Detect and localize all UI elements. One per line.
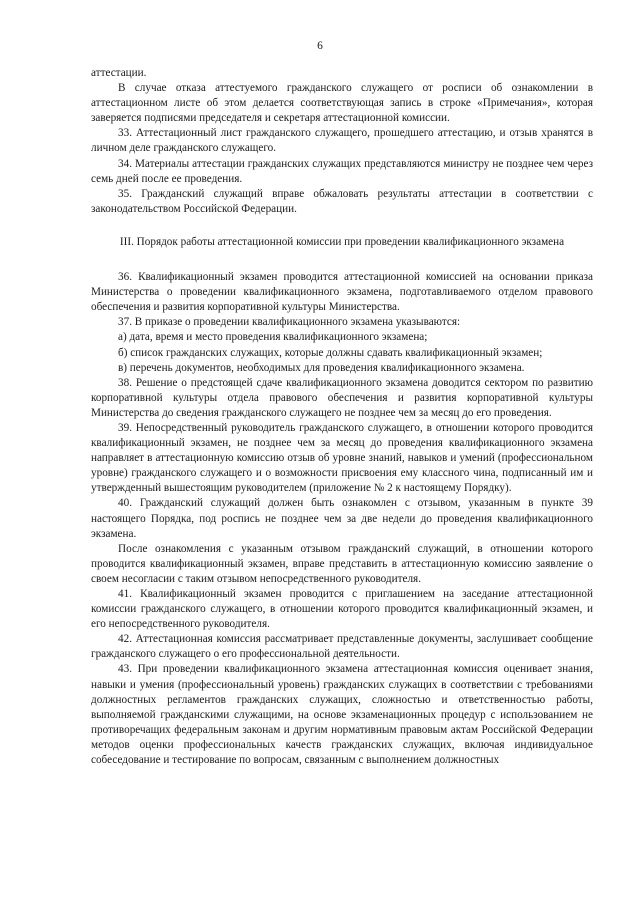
- paragraph: 33. Аттестационный лист гражданского служащего, прошедшего аттестацию, и отзыв хранятся в личном деле гражданского служащего.: [91, 127, 593, 155]
- paragraph: После ознакомления с указанным отзывом гражданский служащий, в отношении которого проводится квалификационный экзамен, вправе представить в аттестационную комиссию заявление о своем несогласии с таким отзывом непосредственного руководителя.: [91, 542, 593, 585]
- paragraph: 39. Непосредственный руководитель гражданского служащего, в отношении которого проводится квалификационный экзамен, не позднее чем за месяц до проведения квалификационного экзамена направляет в аттестационную комиссию отзыв об уровне знаний, навыков и умений (профессиональном уровне) гражданского служащего и о возможности присвоения ему классного чина, подписанный им и утвержденный вышестоящим руководителем (приложение № 2 к настоящему Порядку).: [91, 421, 593, 495]
- paragraph: аттестации.: [91, 67, 147, 79]
- paragraph: 42. Аттестационная комиссия рассматривает представленные документы, заслушивает сообщение гражданского служащего о его профессиональной деятельности.: [91, 633, 593, 661]
- list-item: в) перечень документов, необходимых для проведения квалификационного экзамена.: [118, 361, 525, 374]
- paragraph: В случае отказа аттестуемого гражданского служащего от росписи об ознакомлении в аттестационном листе об этом делается соответствующая запись в строке «Примечания», которая заверяется подписями председателя и секретаря аттестационной комиссии.: [91, 82, 593, 125]
- paragraph: 37. В приказе о проведении квалификационного экзамена указываются:: [118, 316, 461, 329]
- paragraph: 40. Гражданский служащий должен быть ознакомлен с отзывом, указанным в пункте 39 настоящего Порядка, под роспись не позднее чем за две недели до проведения квалификационного экзамена.: [91, 497, 593, 540]
- section-heading: III. Порядок работы аттестационной комиссии при проведении квалификационного экзамена: [119, 235, 565, 248]
- paragraph: 34. Материалы аттестации гражданских служащих представляются министру не позднее чем через семь дней после ее проведения.: [91, 157, 593, 185]
- list-item: а) дата, время и место проведения квалификационного экзамена;: [118, 331, 428, 344]
- paragraph: 41. Квалификационный экзамен проводится с приглашением на заседание аттестационной комиссии гражданского служащего, в отношении которого проводится квалификационный экзамен, и его непосредственного руководителя.: [91, 588, 593, 631]
- document-body: [91, 66, 593, 768]
- page-number: 6: [317, 40, 323, 52]
- paragraph: 35. Гражданский служащий вправе обжаловать результаты аттестации в соответствии с законодательством Российской Федерации.: [91, 187, 593, 215]
- paragraph: 38. Решение о предстоящей сдаче квалификационного экзамена доводится сектором по развитию корпоративной культуры отдела правового обеспечения и развития корпоративной культуры Министерства до сведения гражданского служащего не позднее чем за месяц до его проведения.: [91, 376, 593, 419]
- list-item: б) список гражданских служащих, которые должны сдавать квалификационный экзамен;: [118, 346, 543, 359]
- paragraph: 36. Квалификационный экзамен проводится аттестационной комиссией на основании приказа Министерства о проведении квалификационного экзамена, подготавливаемого отделом правового обеспечения и развития корпоративной культуры Министерства.: [91, 271, 593, 314]
- paragraph: 43. При проведении квалификационного экзамена аттестационная комиссия оценивает знания, навыки и умения (профессиональный уровень) гражданских служащих в соответствии с требованиями должностных регламентов гражданских служащих, сложностью и ответственностью работы, выполняемой гражданскими служащими, на основе экзаменационных процедур с использованием не противоречащих федеральным законам и другим нормативным правовым актам Российской Федерации методов оценки профессиональных качеств гражданских служащих, включая индивидуальное собеседование и тестирование по вопросам, связанным с выполнением должностных: [91, 663, 593, 767]
